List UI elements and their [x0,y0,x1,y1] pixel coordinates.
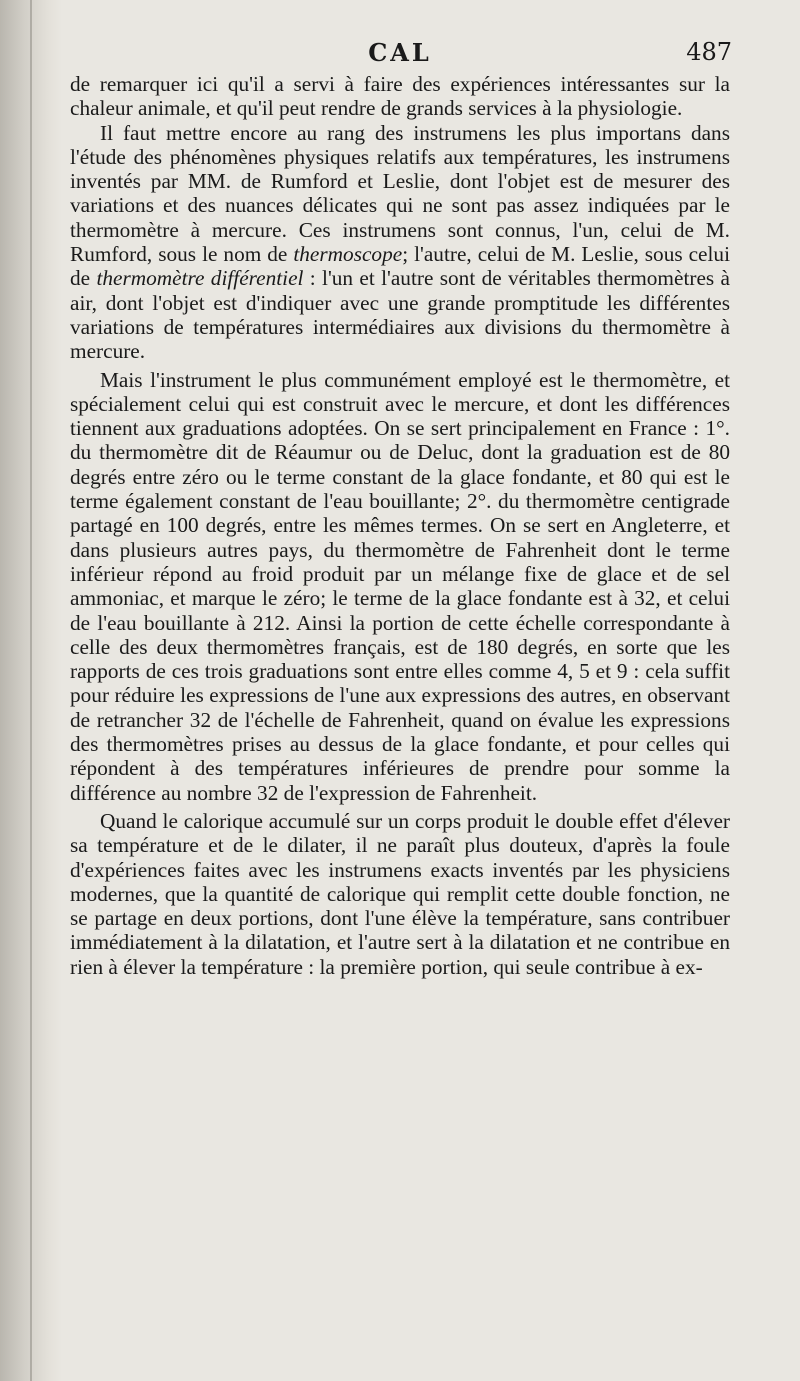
page-header [70,38,730,72]
running-head: CAL [368,38,432,67]
paragraph-1: de remarquer ici qu'il a servi à faire des expériences intéressantes sur la chaleur animale, et qu'il peut rendre de grands services à la physiologie. [70,72,730,121]
paragraph-2 [70,121,730,364]
paragraph-2-part-3: : l'un et l'autre sont de véritables thermomètres à air, dont l'objet est d'indiquer avec une grande promptitude les différentes variations de températures intermédiaires aux divisions du thermomètre à mercure. [70,266,730,364]
term-thermometre-differentiel: thermomètre différentiel [96,266,304,291]
paragraph-3: Mais l'instrument le plus communément employé est le thermomètre, et spécialement celui qui est construit avec le mercure, et dont les différences tiennent aux graduations adoptées. On se sert principalement en France : 1°. du thermomètre dit de Réaumur ou de Deluc, dont la graduation est de 80 degrés entre zéro ou le terme constant de la glace fondante, et 80 qui est le terme également constant de l'eau bouillante; 2°. du thermomètre centigrade partagé en 100 degrés, entre les mêmes termes. On se sert en Angleterre, et dans plusieurs autres pays, du thermomètre de Fahrenheit dont le terme inférieur répond au froid produit par un mélange fixe de glace et de sel ammoniac, et marque le zéro; le terme de la glace fondante est à 32, et celui de l'eau bouillante à 212. Ainsi la portion de cette échelle correspondante à celle des deux thermomètres français, est de 180 degrés, en sorte que les rapports de ces trois graduations sont entre elles comme 4, 5 et 9 : cela suffit pour réduire les expressions de l'une aux expressions des autres, en observant de retrancher 32 de l'échelle de Fahrenheit, quand on évalue les expressions des thermomètres prises au dessus de la glace fondante, et pour celles qui répondent à des températures inférieures de prendre pour somme la différence au nombre 32 de l'expression de Fahrenheit. [70,367,730,805]
paragraph-2-part-1: Il faut mettre encore au rang des instrumens les plus importans dans l'étude des phénomènes physiques relatifs aux températures, les instrumens inventés par MM. de Rumford et Leslie, dont l'objet est de mesurer des variations et des nuances délicates qui ne sont pas assez indiquées par le thermomètre à mercure. Ces instrumens sont connus, l'un, celui de M. Rumford, sous le nom de [70,120,730,267]
body-text [70,72,730,979]
book-spine-edge [30,0,32,1381]
page-number: 487 [686,38,732,66]
paragraph-2-part-2: ; l'autre, celui de M. Leslie, sous celui de [70,242,730,291]
book-page [70,38,730,979]
paragraph-4: Quand le calorique accumulé sur un corps produit le double effet d'élever sa température et de le dilater, il ne paraît plus douteux, d'après la foule d'expériences faites avec les instrumens exacts inventés par les physiciens modernes, que la quantité de calorique qui remplit cette double fonction, ne se partage en deux portions, dont l'une élève la température, sans contribuer immédiatement à la dilatation, et l'autre sert à la dilatation et ne contribue en rien à élever la température : la première portion, qui seule contribue à ex- [70,808,730,979]
term-thermoscope: thermoscope [293,242,403,267]
